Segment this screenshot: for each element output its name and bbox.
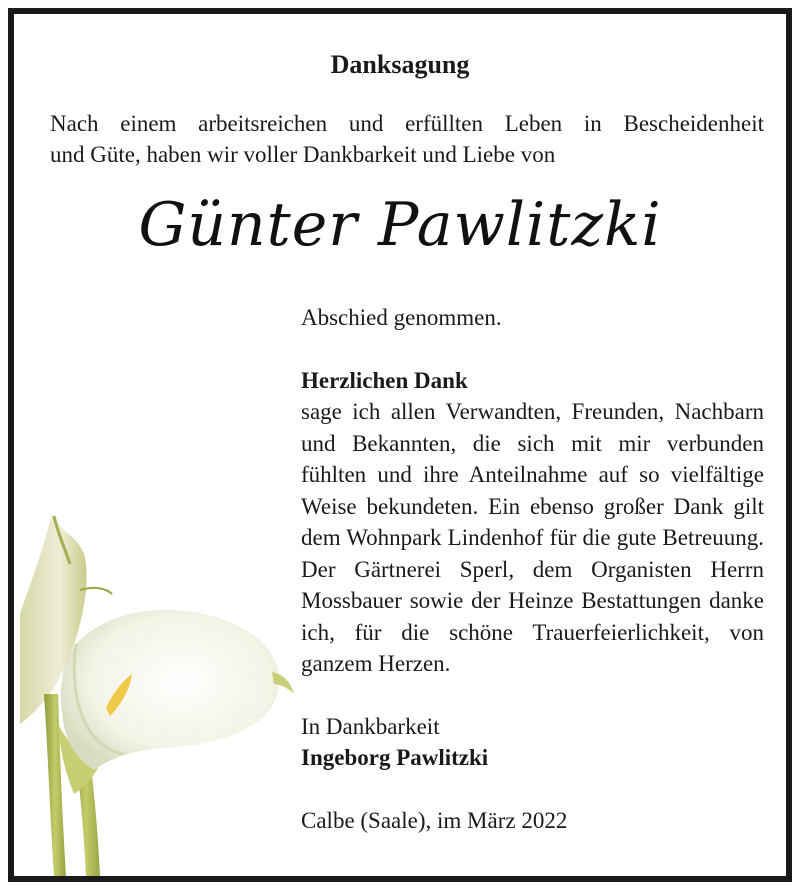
intro-text [50, 108, 764, 170]
intro-line-2: und Güte, haben wir voller Dankbarkeit und Liebe von [50, 142, 556, 167]
obituary-notice [8, 8, 792, 882]
place-date: Calbe (Saale), im März 2022 [301, 807, 568, 833]
calla-lily-icon [14, 494, 304, 876]
thanks-column [301, 302, 764, 836]
thanks-text: sage ich allen Verwandten, Freunden, Nachbarn und Bekannten, die sich mit mir verbunden fühlten und ihre Anteilnahme auf so vielfältige Weise bekundeten. Ein ebenso großer Dank gilt dem Wohnpark Lindenhof für die gute Betreuung. Der Gärtnerei Sperl, dem Organisten Herrn Mossbauer sowie der Heinze Bestattungen danke ich, für die schöne Trauerfeierlichkeit, von ganzem Herzen. [301, 399, 764, 676]
deceased-name: Günter Pawlitzki [138, 190, 662, 260]
intro-line-1: Nach einem arbeitsreichen und erfüllten Leben in Bescheidenheit [50, 111, 764, 136]
signer-name: Ingeborg Pawlitzki [301, 745, 489, 770]
thanks-heading: Herzlichen Dank [301, 367, 468, 393]
notice-heading: Danksagung [330, 50, 470, 79]
farewell-text: Abschied genommen. [301, 305, 502, 330]
closing-text: In Dankbarkeit [301, 713, 440, 739]
